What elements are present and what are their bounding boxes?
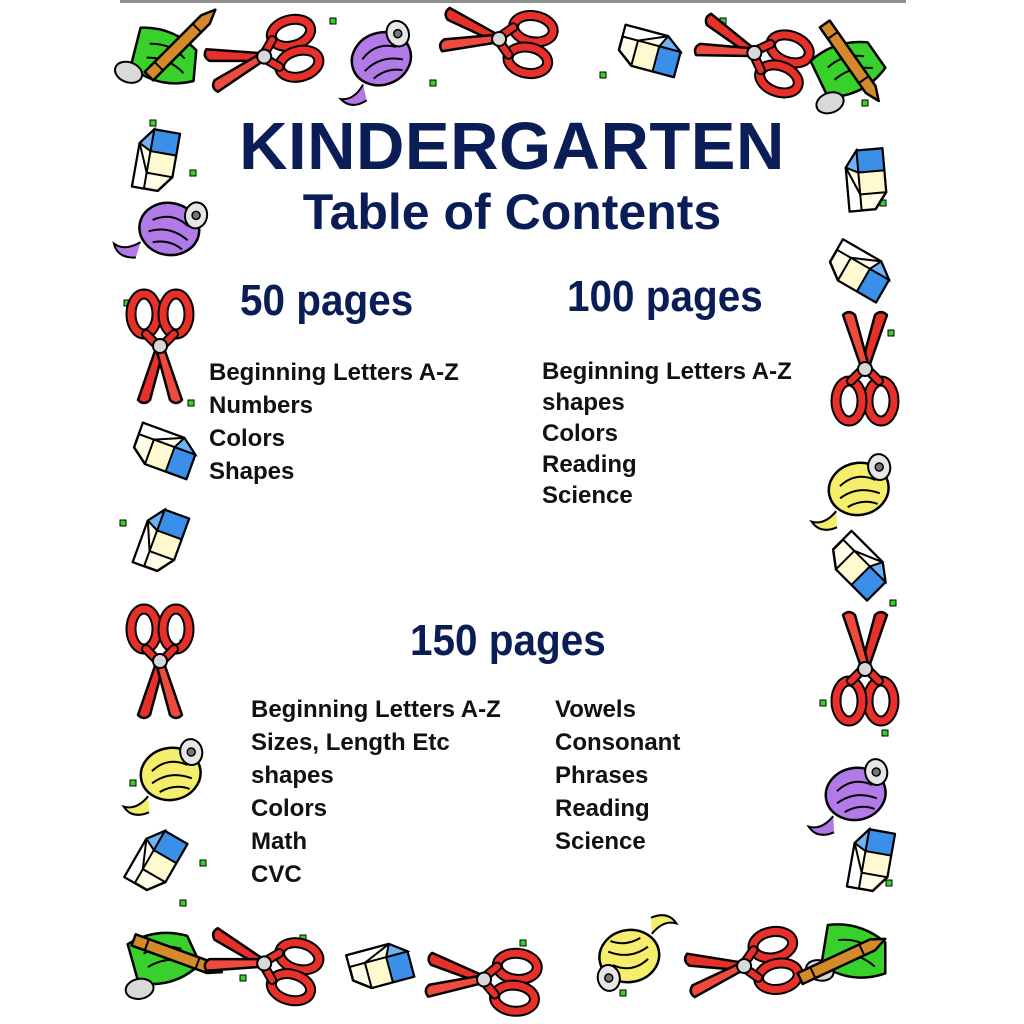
list-item: Reading [555,795,650,822]
scissors-icon [691,6,813,98]
list-item: Phrases [555,762,649,789]
list-item: Consonant [555,729,681,756]
list-item: Beginning Letters A-Z [251,696,501,723]
section-heading-150-pages: 150 pages [410,616,606,665]
scissors-icon [131,294,189,403]
glue-bottle-icon [802,452,899,532]
glue-bottle-icon [799,757,896,837]
eraser-icon [124,825,187,896]
eraser-icon [130,423,199,479]
scissors-icon [202,921,322,1005]
section-heading-50-pages: 50 pages [240,276,414,325]
list-item: Sizes, Length Etc [251,729,450,756]
list-item: Science [555,828,646,855]
glue-bottle-icon [589,913,686,993]
list-item: Colors [209,425,286,452]
glue-bottle-icon [114,737,211,817]
list-item: CVC [251,861,302,888]
list-item: shapes [251,762,334,789]
scissors-icon [202,15,322,99]
section-list-100-pages [542,356,792,511]
section-heading-100-pages: 100 pages [567,272,763,321]
list-item: Shapes [209,458,295,485]
eraser-icon [133,506,189,575]
eraser-icon [616,25,684,77]
list-item: Beginning Letters A-Z [542,358,792,385]
list-item: Colors [251,795,328,822]
scissors-icon [438,1,555,77]
page-subtitle: Table of Contents [302,184,722,240]
glue-bottle-icon [322,18,426,110]
list-item: Science [542,482,633,509]
scissors-icon [683,928,800,1004]
list-item: Vowels [555,696,636,723]
eraser-icon [824,239,895,302]
list-item: Colors [542,420,619,447]
eraser-icon [825,531,894,600]
list-item: shapes [542,389,625,416]
section-list-50-pages [209,356,459,488]
list-item: Math [251,828,307,855]
scissors-icon [836,312,894,421]
page-title: KINDERGARTEN [239,109,785,184]
list-item: Reading [542,451,637,478]
eraser-icon [346,940,414,992]
scissors-icon [131,609,189,718]
scissors-icon [836,612,894,721]
list-item: Beginning Letters A-Z [209,359,459,386]
section-list-150-pages-right [555,693,680,858]
scissors-icon [425,946,539,1013]
section-list-150-pages-left [251,693,501,891]
list-item: Numbers [209,392,314,419]
